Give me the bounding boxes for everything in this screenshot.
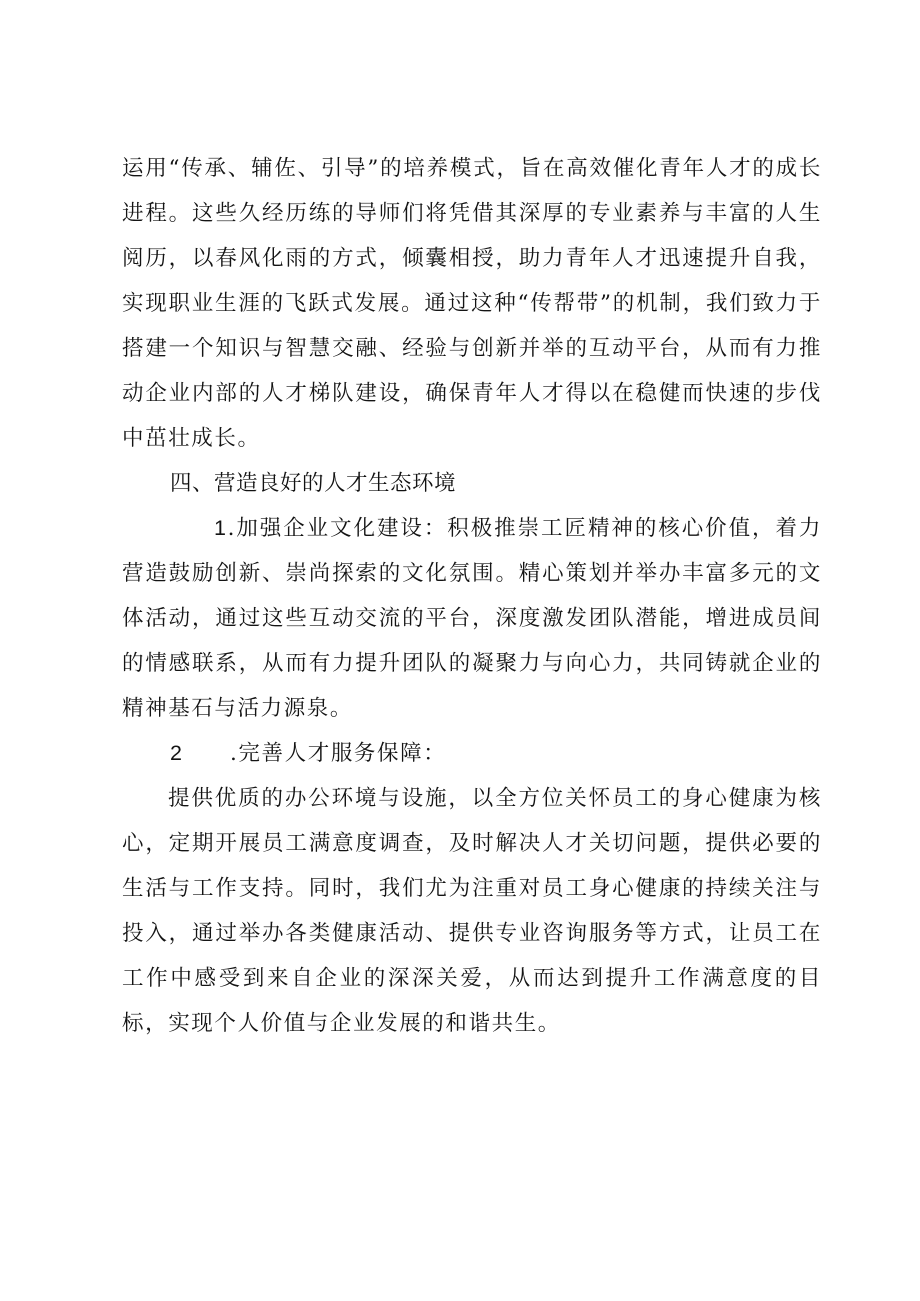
item-1-number: 1 xyxy=(214,516,228,540)
section-heading: 四、营造良好的人才生态环境 xyxy=(170,471,457,496)
item-1-text: .加强企业文化建设：积极推崇工匠精神的核心价值，着力营造鼓励创新、崇尚探索的文化氛围。精心策划并举办丰富多元的文体活动，通过这些互动交流的平台，深度激发团队潜能，增进成员间的情感联系，从而有力提升团队的凝聚力与向心力，共同铸就企业的精神基石与活力源泉。 xyxy=(122,516,822,721)
document-body xyxy=(122,146,822,1046)
item-2-body: 提供优质的办公环境与设施，以全方位关怀员工的身心健康为核心，定期开展员工满意度调查，及时解决人才关切问题，提供必要的生活与工作支持。同时，我们尤为注重对员工身心健康的持续关注与投入，通过举办各类健康活动、提供专业咨询服务等方式，让员工在工作中感受到来自企业的深深关爱，从而达到提升工作满意度的目标，实现个人价值与企业发展的和谐共生。 xyxy=(122,786,822,1036)
item-2-title: .完善人才服务保障： xyxy=(230,741,447,766)
item-1-paragraph xyxy=(122,506,822,731)
item-2-title-line xyxy=(122,731,822,776)
intro-paragraph: 运用“传承、辅佐、引导”的培养模式，旨在高效催化青年人才的成长进程。这些久经历练的导师们将凭借其深厚的专业素养与丰富的人生阅历，以春风化雨的方式，倾囊相授，助力青年人才迅速提升自我，实现职业生涯的飞跃式发展。通过这种“传帮带”的机制，我们致力于搭建一个知识与智慧交融、经验与创新并举的互动平台，从而有力推动企业内部的人才梯队建设，确保青年人才得以在稳健而快速的步伐中茁壮成长。 xyxy=(122,156,822,451)
item-2-number: 2 xyxy=(170,741,184,765)
